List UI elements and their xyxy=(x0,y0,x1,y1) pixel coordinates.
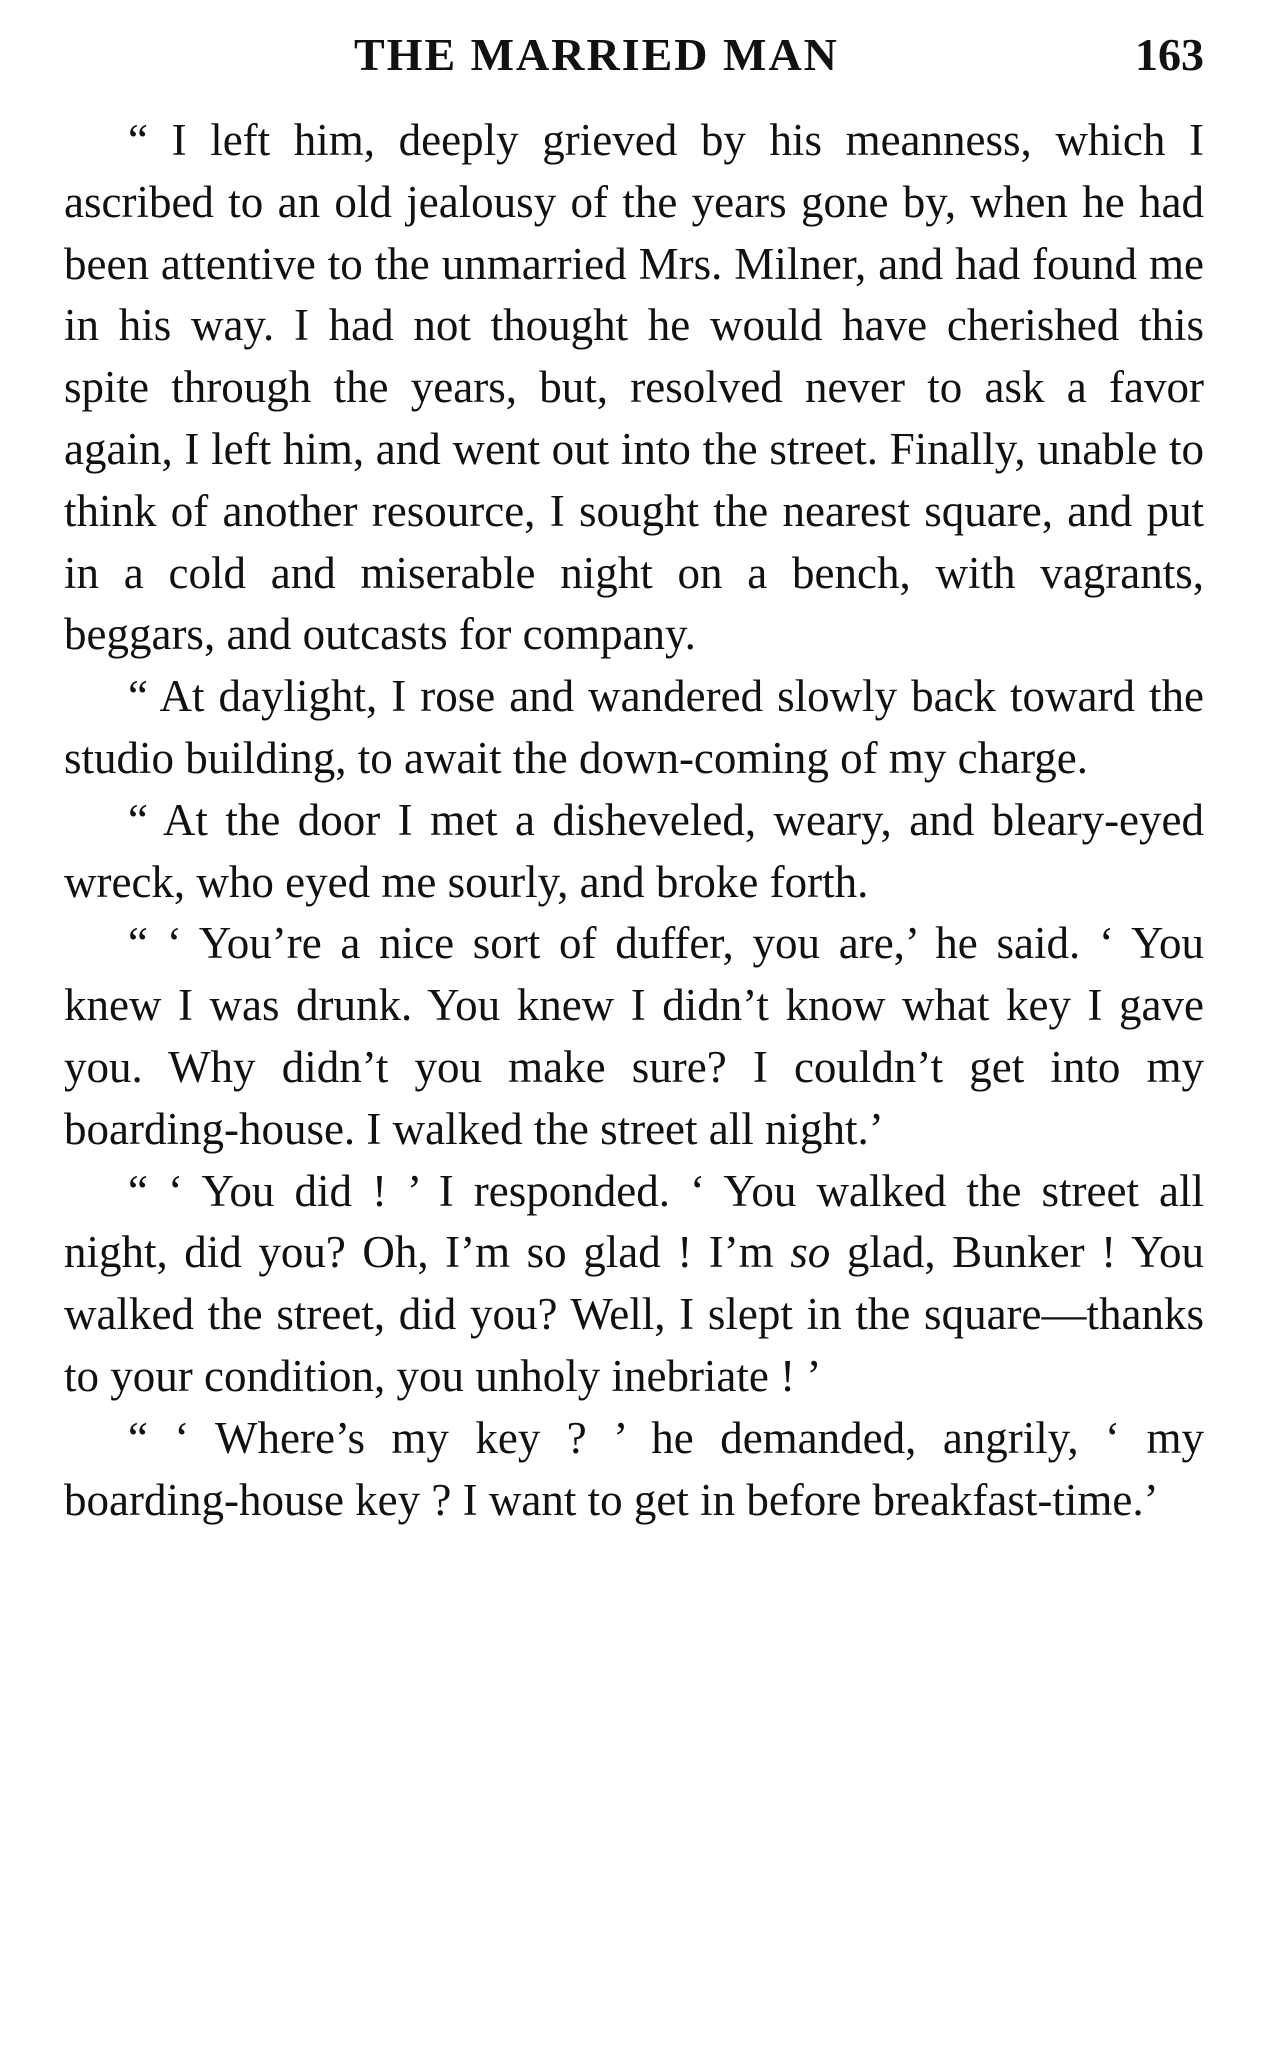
page-number: 163 xyxy=(1135,29,1204,80)
body-text xyxy=(64,110,1204,1531)
paragraph-6-text: “ ‘ Where’s my key ? ’ he demanded, angrily, ‘ my boarding-house key ? I want to get in before breakfast-time.’ xyxy=(64,1412,1204,1525)
running-title: THE MARRIED MAN xyxy=(354,29,839,80)
paragraph-2-text: “ At daylight, I rose and wandered slowly back toward the studio building, to await the down-coming of my charge. xyxy=(64,671,1204,783)
paragraph-3-text: “ At the door I met a disheveled, weary, and bleary-eyed wreck, who eyed me sourly, and broke forth. xyxy=(64,794,1204,907)
paragraph-1 xyxy=(64,110,1204,666)
paragraph-3 xyxy=(64,790,1204,914)
paragraph-4 xyxy=(64,913,1204,1160)
paragraph-5-text-a: “ ‘ You did ! ’ I responded. ‘ You walked the street all night, did you? Oh, I’m so glad ! I’m xyxy=(64,1165,1204,1278)
paragraph-5-emphasis: so xyxy=(790,1227,831,1278)
running-head xyxy=(64,20,1204,90)
paragraph-6 xyxy=(64,1408,1204,1532)
paragraph-5-text-b: glad, Bunker ! You walked the street, did you? Well, I slept in the square—thanks to your condition, you unholy inebriate ! ’ xyxy=(64,1227,1204,1401)
paragraph-2 xyxy=(64,666,1204,790)
paragraph-4-text: “ ‘ You’re a nice sort of duffer, you are,’ he said. ‘ You knew I was drunk. You knew I didn’t know what key I gave you. Why didn’t you make sure? I couldn’t get into my boarding-house. I walked the street all night.’ xyxy=(64,918,1204,1154)
paragraph-1-text: “ I left him, deeply grieved by his meanness, which I ascribed to an old jealousy of the years gone by, when he had been attentive to the unmarried Mrs. Milner, and had found me in his way. I had not thought he would have cherished this spite through the years, but, resolved never to ask a favor again, I left him, and went out into the street. Finally, unable to think of another resource, I sought the nearest square, and put in a cold and miserable night on a bench, with vagrants, beggars, and outcasts for company. xyxy=(64,115,1204,660)
paragraph-5 xyxy=(64,1161,1204,1408)
